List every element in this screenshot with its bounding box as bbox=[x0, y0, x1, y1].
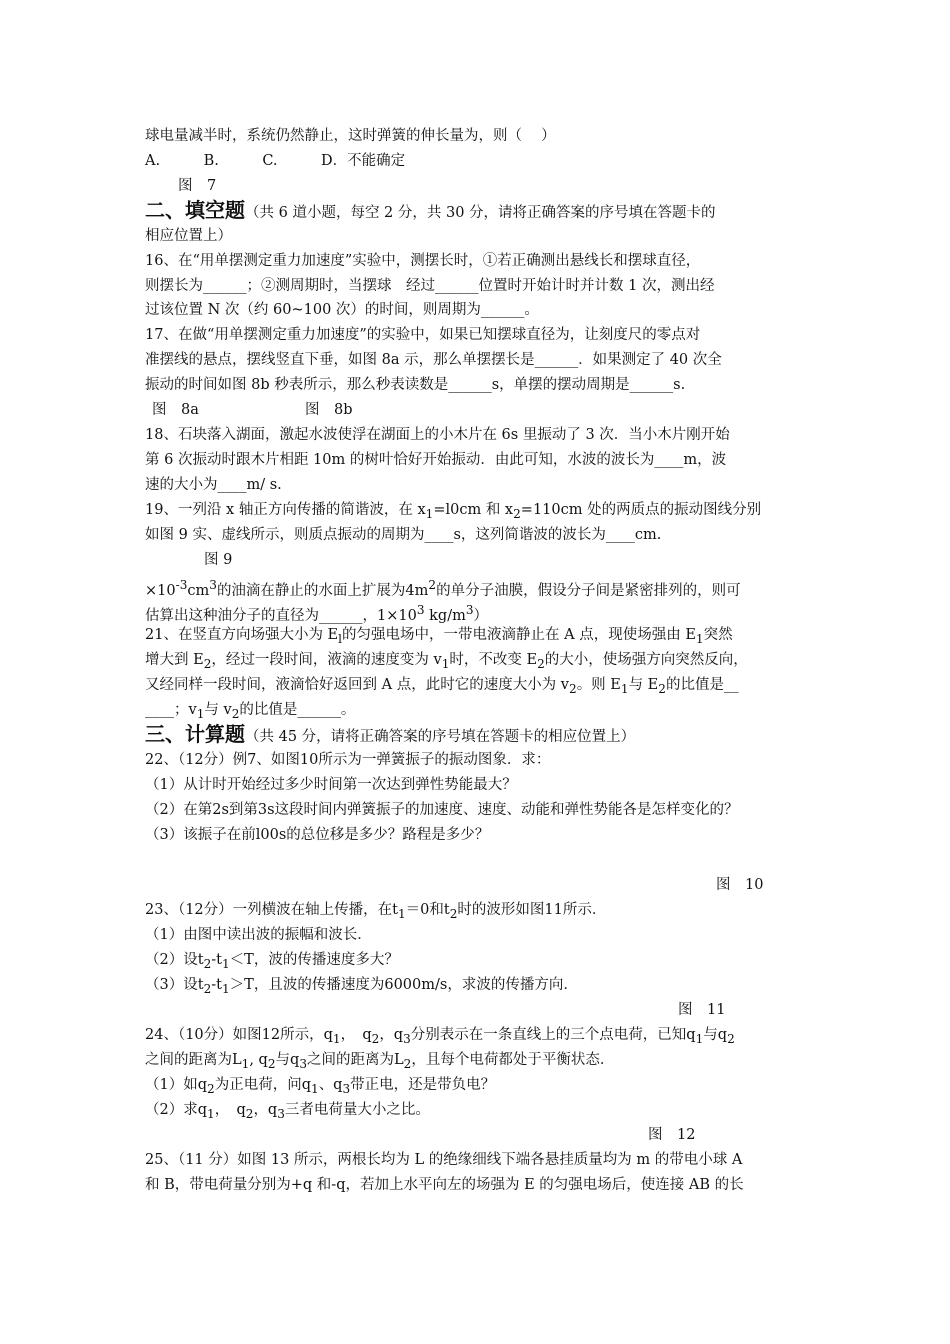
text: ，q bbox=[253, 1102, 278, 1118]
subscript: 1 bbox=[221, 956, 230, 971]
q16-line-1: 16、在“用单摆测定重力加速度”实验中，测摆长时，①若正确测出悬线长和摆球直径， bbox=[145, 253, 701, 269]
figure-9-caption: 图 9 bbox=[204, 552, 233, 568]
q23-part-1: （1）由图中读出波的振幅和波长． bbox=[145, 927, 372, 943]
text: ____；v bbox=[145, 702, 197, 718]
text: 带正电，还是带负电？ bbox=[350, 1077, 496, 1093]
q24-line-1 bbox=[145, 1025, 735, 1049]
text: ， q bbox=[340, 1027, 372, 1043]
q18-line-2: 第 6 次振动时跟木片相距 10m 的树叶恰好开始振动．由此可知，水波的波长为____m，波 bbox=[145, 452, 727, 468]
text: 24、（10分）如图12所示，q bbox=[145, 1027, 333, 1043]
subscript: 2 bbox=[513, 506, 521, 521]
text: 与q bbox=[703, 1027, 728, 1043]
figure-10-caption: 图 10 bbox=[716, 877, 764, 893]
subscript: 3 bbox=[342, 1081, 351, 1096]
subscript: 3 bbox=[403, 1031, 411, 1046]
q24-part-1 bbox=[145, 1075, 495, 1099]
subscript: 2 bbox=[267, 1056, 276, 1071]
subscript: 1 bbox=[397, 906, 406, 921]
text: 为正电荷，问q bbox=[214, 1077, 311, 1093]
subscript: 2 bbox=[231, 706, 240, 721]
text: 与 v bbox=[204, 702, 232, 718]
text: ＝0和t bbox=[405, 902, 450, 918]
text: 的油滴在静止的水面上扩展为4m bbox=[216, 582, 429, 599]
q25-line-1: 25、（11 分）如图 13 所示，两根长均为 L 的绝缘细线下端各悬挂质量均为 m 的带电小球 A bbox=[145, 1152, 743, 1168]
text: 增大到 E bbox=[145, 652, 204, 668]
subscript: 3 bbox=[299, 1056, 308, 1071]
text: 与q bbox=[275, 1052, 300, 1068]
text: 突然 bbox=[703, 627, 733, 643]
q17-line-3: 振动的时间如图 8b 秒表所示，那么秒表读数是______s，单摆的摆动周期是______s. bbox=[145, 377, 686, 393]
section-2-note-cont: 相应位置上） bbox=[145, 228, 232, 244]
text: （2）设t bbox=[145, 952, 204, 968]
text: 之间的距离为L bbox=[307, 1052, 404, 1068]
section-2-title: 二、填空题 bbox=[145, 198, 245, 222]
subscript: 1 bbox=[311, 1081, 319, 1096]
q24-line-2 bbox=[145, 1050, 614, 1074]
text: 。则 E bbox=[576, 677, 621, 693]
q17-line-1: 17、在做“用单摆测定重力加速度”的实验中，如果已知摆球直径为，让刻度尺的零点对 bbox=[145, 327, 701, 343]
text: =l0cm 和 x bbox=[433, 502, 514, 518]
q21-line-1 bbox=[145, 625, 733, 649]
text: 的匀强电场中，一带电液滴静止在 A 点，现使场强由 E bbox=[342, 627, 696, 643]
text: -t bbox=[211, 977, 222, 993]
q23-part-2 bbox=[145, 950, 399, 974]
subscript: 1 bbox=[332, 1031, 341, 1046]
text: （2）求q bbox=[145, 1102, 208, 1118]
text: ＜T，波的传播速度多大？ bbox=[229, 952, 399, 968]
subscript: 3 bbox=[277, 1106, 285, 1121]
text: 19、一列沿 x 轴正方向传播的简谐波，在 x bbox=[145, 502, 426, 518]
figure-8b-caption: 图 8b bbox=[305, 402, 353, 418]
q22-part-1: （1）从计时开始经过多少时间第一次达到弹性势能最大？ bbox=[145, 777, 517, 793]
subscript: 1 bbox=[620, 681, 629, 696]
subscript: 2 bbox=[245, 1106, 254, 1121]
subscript: 1 bbox=[221, 981, 230, 996]
q15-continuation: 球电量减半时，系统仍然静止，这时弹簧的伸长量为，则（ ） bbox=[145, 128, 556, 144]
q24-part-2 bbox=[145, 1100, 430, 1124]
section-2-note: （共 6 道小题，每空 2 分，共 30 分，请将正确答案的序号填在答题卡的 bbox=[245, 205, 716, 221]
text: 分别表示在一条直线上的三个点电荷，已知q bbox=[410, 1027, 696, 1043]
q20-line-2 bbox=[145, 600, 488, 626]
text: 的比值是__ bbox=[665, 677, 739, 693]
text: 又经同样一段时间，液滴恰好返回到 A 点，此时它的速度大小为 v bbox=[145, 677, 569, 693]
subscript: 2 bbox=[727, 1031, 735, 1046]
q22-line-1: 22、（12分）例7、如图10所示为一弹簧振子的振动图象．求： bbox=[145, 752, 551, 768]
subscript: 2 bbox=[371, 1031, 380, 1046]
q18-line-1: 18、石块落入湖面，激起水波使浮在湖面上的小木片在 6s 里振动了 3 次．当小木片刚开始 bbox=[145, 427, 730, 443]
text: ，q bbox=[379, 1027, 404, 1043]
subscript: 1 bbox=[425, 506, 434, 521]
text: ×10 bbox=[145, 582, 176, 599]
text: 、q bbox=[318, 1077, 343, 1093]
subscript: 1 bbox=[196, 706, 205, 721]
text: ，且每个电荷都处于平衡状态． bbox=[411, 1052, 615, 1068]
q19-line-2: 如图 9 实、虚线所示，则质点振动的周期为____s，这列简谐波的波长为____cm. bbox=[145, 527, 662, 543]
figure-11-caption: 图 11 bbox=[678, 1002, 726, 1018]
q19-line-1 bbox=[145, 500, 761, 524]
q16-line-2: 则摆长为______；②测周期时，当摆球 经过______位置时开始计时并计数 1 次，测出经 bbox=[145, 278, 715, 294]
superscript: 2 bbox=[428, 578, 437, 592]
text: 23、（12分）一列横波在轴上传播，在t bbox=[145, 902, 398, 918]
subscript: 2 bbox=[658, 681, 666, 696]
text: ＞T，且波的传播速度为6000m/s，求波的传播方向． bbox=[229, 977, 578, 993]
text: 的比值是______。 bbox=[239, 702, 356, 718]
q22-part-2: （2）在第2s到第3s这段时间内弹簧振子的加速度、速度、动能和弹性势能各是怎样变化的？ bbox=[145, 802, 739, 818]
text: （1）如q bbox=[145, 1077, 208, 1093]
subscript: 2 bbox=[203, 656, 212, 671]
text: , q bbox=[249, 1052, 268, 1068]
text: ） bbox=[473, 607, 489, 624]
section-3-heading bbox=[145, 724, 635, 747]
text: （3）设t bbox=[145, 977, 204, 993]
figure-12-caption: 图 12 bbox=[648, 1127, 696, 1143]
subscript: 2 bbox=[403, 1056, 412, 1071]
subscript: 1 bbox=[441, 656, 450, 671]
text: 的大小，使场强方向突然反向， bbox=[544, 652, 748, 668]
text: ， q bbox=[214, 1102, 246, 1118]
subscript: 1 bbox=[207, 1106, 215, 1121]
text: -t bbox=[211, 952, 222, 968]
figure-8a-caption: 图 8a bbox=[152, 402, 199, 418]
subscript: 2 bbox=[537, 656, 545, 671]
q15-options: A. B. C. D．不能确定 bbox=[145, 153, 406, 169]
q16-line-3: 过该位置 N 次（约 60~100 次）的时间，则周期为______。 bbox=[145, 302, 539, 318]
subscript: 2 bbox=[203, 981, 212, 996]
subscript: 2 bbox=[449, 906, 458, 921]
q18-line-3: 速的大小为____m/ s. bbox=[145, 477, 282, 493]
section-3-note: （共 45 分，请将正确答案的序号填在答题卡的相应位置上） bbox=[245, 729, 636, 745]
subscript: l bbox=[338, 631, 343, 646]
section-2-heading bbox=[145, 200, 716, 223]
text: 的单分子油膜，假设分子间是紧密排列的，则可 bbox=[436, 582, 741, 599]
subscript: 1 bbox=[695, 631, 704, 646]
q22-part-3: （3）该振子在前l00s的总位移是多少？路程是多少？ bbox=[145, 827, 490, 843]
q21-line-2 bbox=[145, 650, 748, 674]
text: 与 E bbox=[628, 677, 659, 693]
text: 之间的距离为L bbox=[145, 1052, 242, 1068]
text: 估算出这种油分子的直径为______，1×10 bbox=[145, 607, 417, 624]
text: kg/m bbox=[424, 607, 466, 624]
q21-line-3 bbox=[145, 675, 738, 699]
text: ，经过一段时间，液滴的速度变为 v bbox=[211, 652, 442, 668]
q20-line-1 bbox=[145, 575, 741, 601]
superscript: 3 bbox=[209, 578, 217, 592]
superscript: 3 bbox=[465, 603, 474, 617]
q17-line-2: 准摆线的悬点，摆线竖直下垂，如图 8a 示，那么单摆摆长是______．如果测定了 40 次全 bbox=[145, 352, 722, 368]
q23-part-3 bbox=[145, 975, 578, 999]
figure-7-caption: 图 7 bbox=[178, 178, 217, 194]
text: 时，不改变 E bbox=[449, 652, 538, 668]
subscript: 2 bbox=[207, 1081, 215, 1096]
text: 时的波形如图11所示． bbox=[457, 902, 607, 918]
subscript: 2 bbox=[569, 681, 577, 696]
superscript: 3 bbox=[416, 603, 425, 617]
superscript: -3 bbox=[175, 578, 188, 592]
text: 21、在竖直方向场强大小为 E bbox=[145, 627, 339, 643]
section-3-title: 三、计算题 bbox=[145, 722, 245, 746]
subscript: 1 bbox=[241, 1056, 250, 1071]
subscript: 2 bbox=[203, 956, 212, 971]
q21-line-4 bbox=[145, 700, 355, 724]
text: =110cm 处的两质点的振动图线分别 bbox=[520, 502, 762, 518]
subscript: 1 bbox=[695, 1031, 704, 1046]
text: 三者电荷量大小之比。 bbox=[284, 1102, 430, 1118]
q25-line-2: 和 B，带电荷量分别为+q 和-q，若加上水平向左的场强为 E 的匀强电场后，使连接 AB 的长 bbox=[145, 1177, 744, 1193]
q23-line-1 bbox=[145, 900, 606, 924]
text: cm bbox=[187, 582, 210, 599]
